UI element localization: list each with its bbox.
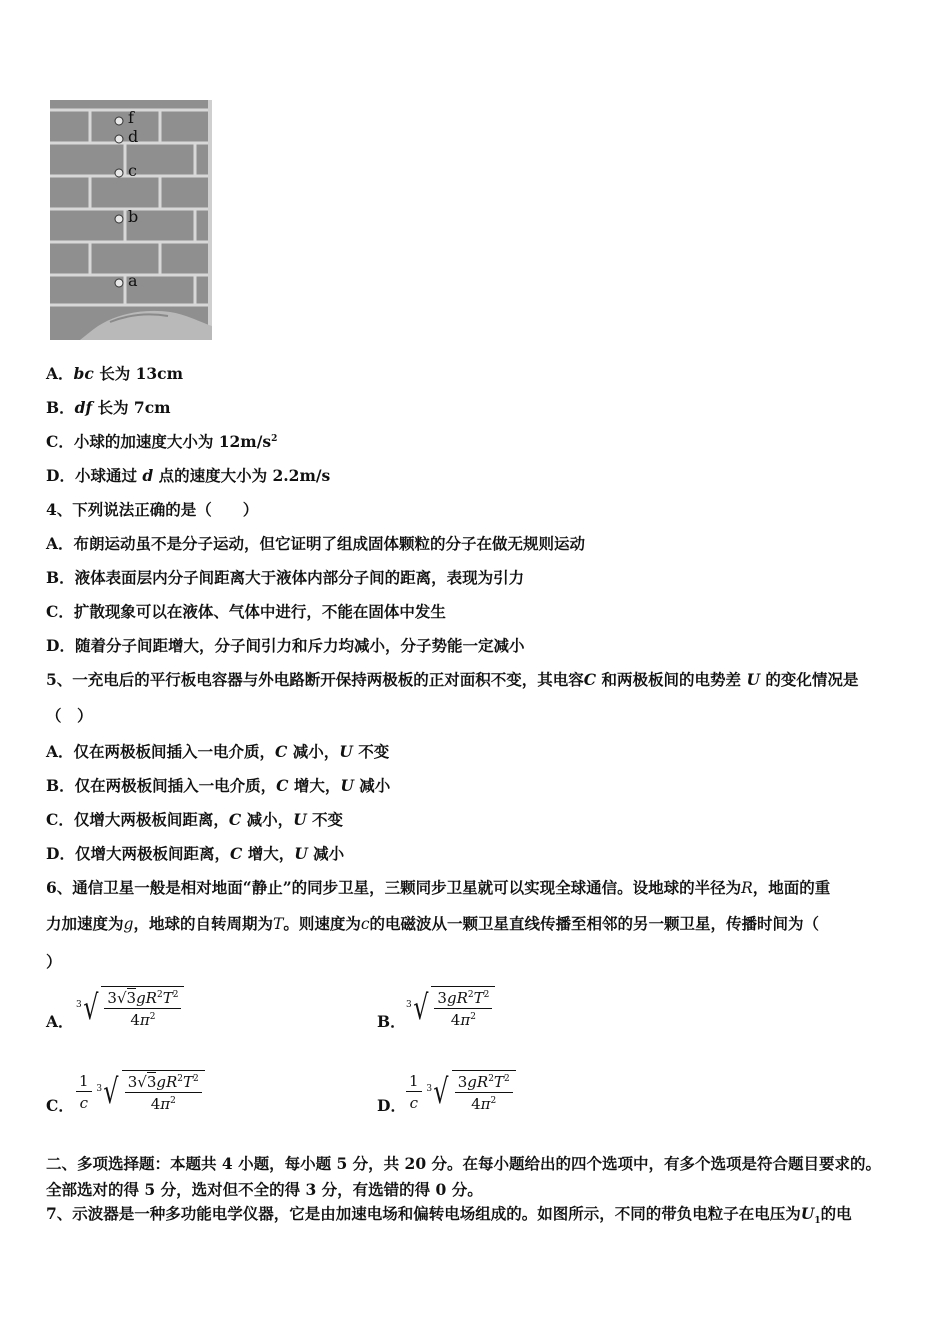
q5-option-b: [46, 774, 390, 796]
stem-text: 6、通信卫星一般是相对地面“静止”的同步卫星，三颗同步卫星就可以实现全球通信。设地球的半径为: [46, 878, 742, 897]
q5-option-c: [46, 808, 343, 830]
coef: 4: [450, 1011, 461, 1029]
root-index: 3: [406, 1000, 412, 1010]
subscript: 1: [814, 1216, 821, 1227]
q6-option-a-formula: 3 √ $\frac{3√3gR^2T^2}{4\pi^2}$: [76, 986, 184, 1029]
var-df: df: [74, 398, 93, 417]
stem-text: 力加速度为: [46, 914, 124, 933]
ball-f: [115, 117, 123, 125]
option-text: C．小球的加速度大小为 12m/s: [46, 432, 272, 451]
var-c: C: [228, 810, 242, 829]
var-u: U: [340, 776, 354, 795]
exp: 2: [490, 1096, 497, 1106]
q6-option-c-label: C．: [46, 1096, 74, 1115]
stem-text: ，地面的重: [752, 878, 831, 897]
option-text: 减小，: [287, 742, 340, 761]
coef: 4: [150, 1095, 161, 1113]
var-g: g: [136, 989, 146, 1007]
var-g: g: [156, 1073, 166, 1091]
exp: 2: [467, 990, 474, 1000]
pi: π: [480, 1095, 491, 1113]
var-u: U: [293, 810, 307, 829]
label-f: f: [128, 108, 134, 127]
var-t: T: [473, 989, 484, 1007]
var-t: T: [272, 915, 284, 933]
option-text: 长为 13cm: [93, 364, 184, 383]
stem-text: 5、一充电后的平行板电容器与外电路断开保持两极板的正对面积不变，其电容: [46, 670, 584, 689]
var-u: U: [800, 1204, 815, 1223]
exp: 2: [503, 1074, 510, 1084]
q3-option-d: [46, 464, 330, 486]
exp: 2: [177, 1074, 184, 1084]
option-text: A．仅在两极板间插入一电介质，: [46, 742, 276, 761]
option-text: 不变: [306, 810, 344, 829]
coef: 3: [457, 1073, 468, 1091]
q7-stem: [46, 1202, 852, 1226]
option-text: 增大，: [242, 844, 295, 863]
q4-option-d: D．随着分子间距增大，分子间引力和斥力均减小，分子势能一定减小: [46, 636, 525, 655]
root-index: 3: [426, 1084, 433, 1094]
section2-line1: 二、多项选择题：本题共 4 小题，每小题 5 分，共 20 分。在每小题给出的四个选项中，有多个选项是符合题目要求的。: [46, 1154, 882, 1173]
ball-b: [115, 215, 123, 223]
ball-a: [115, 279, 123, 287]
q3-option-a: [46, 362, 183, 384]
option-text: 减小，: [241, 810, 294, 829]
coef: 3: [437, 989, 447, 1007]
var-g: g: [123, 915, 134, 933]
option-text: 长为 7cm: [92, 398, 171, 417]
option-text: B．仅在两极板间插入一电介质，: [46, 776, 277, 795]
option-text: 不变: [352, 742, 390, 761]
q6-stem-line3: ）: [46, 952, 62, 971]
numerator-one: 1: [76, 1072, 92, 1092]
stem-text: 的电磁波从一颗卫星直线传播至相邻的另一颗卫星，传播时间为（: [369, 914, 820, 933]
var-t: T: [493, 1073, 504, 1091]
q6-option-b-formula: 3 √ $\frac{3gR^2T^2}{4\pi^2}$: [406, 986, 495, 1029]
brick-wall-figure: [50, 100, 212, 340]
var-r: R: [741, 879, 753, 897]
sqrt-arg: 3: [126, 989, 137, 1007]
q6-option-d-label: D．: [377, 1096, 406, 1115]
var-r: R: [166, 1073, 178, 1091]
q6-option-c-formula: $\frac{1}{c}$ 3 √ $\frac{3√3gR^2T^2}{4\pi^2}$: [76, 1070, 205, 1113]
root-index: 3: [76, 1000, 82, 1010]
label-b: b: [128, 207, 139, 226]
var-c: C: [276, 776, 289, 795]
option-text: C．仅增大两极板间距离，: [46, 810, 229, 829]
exp: 2: [170, 1096, 176, 1106]
option-text: 减小: [307, 844, 345, 863]
var-c: C: [229, 844, 243, 863]
exp: 2: [149, 1012, 156, 1022]
pi: π: [160, 1095, 171, 1113]
coef: 3: [107, 989, 117, 1007]
label-a: a: [128, 271, 138, 290]
stem-text: 和两极板间的电势差: [596, 670, 747, 689]
stem-text: ，地球的自转周期为: [133, 914, 273, 933]
pi: π: [139, 1011, 150, 1029]
label-c: c: [128, 161, 137, 180]
q4-stem: 4、下列说法正确的是（ ）: [46, 500, 259, 519]
option-text: 减小: [353, 776, 391, 795]
exp: 2: [193, 1074, 199, 1084]
q4-option-a: A．布朗运动虽不是分子运动，但它证明了组成固体颗粒的分子在做无规则运动: [46, 534, 586, 553]
option-prefix: A．: [46, 364, 74, 383]
var-d: d: [142, 466, 154, 485]
var-u: U: [746, 670, 760, 689]
var-c: c: [79, 1093, 88, 1112]
var-bc: bc: [73, 364, 94, 383]
coef: 4: [130, 1011, 140, 1029]
q4-option-c: C．扩散现象可以在液体、气体中进行，不能在固体中发生: [46, 602, 446, 621]
root-index: 3: [96, 1084, 103, 1094]
exp: 2: [488, 1074, 494, 1084]
var-r: R: [476, 1073, 489, 1091]
q4-option-b: B．液体表面层内分子间距离大于液体内部分子间的距离，表现为引力: [46, 568, 525, 587]
q5-option-a: [46, 740, 389, 762]
superscript: 2: [271, 433, 278, 444]
pi: π: [460, 1011, 471, 1029]
numerator-one: 1: [406, 1072, 422, 1092]
var-t: T: [183, 1073, 194, 1091]
var-t: T: [162, 989, 173, 1007]
q3-option-c: [46, 430, 277, 452]
var-c: C: [275, 742, 288, 761]
q6-stem-line2: [46, 912, 819, 934]
option-text: D．仅增大两极板间距离，: [46, 844, 230, 863]
ball-d: [115, 135, 123, 143]
exp: 2: [470, 1012, 476, 1022]
stem-text: 的变化情况是: [759, 670, 859, 689]
var-c: C: [583, 670, 597, 689]
ball-c: [115, 169, 123, 177]
option-text: 增大，: [288, 776, 341, 795]
exp: 2: [156, 990, 163, 1000]
q5-option-d: [46, 842, 344, 864]
exp: 2: [483, 990, 490, 1000]
var-g: g: [446, 989, 457, 1007]
var-u: U: [294, 844, 308, 863]
q6-option-b-label: B．: [377, 1012, 406, 1031]
sqrt-arg: 3: [146, 1073, 157, 1091]
option-prefix: B．: [46, 398, 75, 417]
option-text: D．小球通过: [46, 466, 143, 485]
q6-stem-line1: [46, 876, 830, 898]
stem-text: 的电: [820, 1204, 852, 1223]
section2-line2: 全部选对的得 5 分，选对但不全的得 3 分，有选错的得 0 分。: [46, 1180, 483, 1199]
q5-stem-line2: （ ）: [46, 706, 93, 725]
stem-text: 7、示波器是一种多功能电学仪器，它是由加速电场和偏转电场组成的。如图所示，不同的带负电粒子在电压为: [46, 1204, 801, 1223]
var-r: R: [456, 989, 468, 1007]
option-text: 点的速度大小为 2.2m/s: [153, 466, 331, 485]
label-d: d: [128, 127, 139, 146]
q3-option-b: [46, 396, 171, 418]
var-c: c: [409, 1093, 418, 1112]
var-g: g: [467, 1073, 477, 1091]
stem-text: 。则速度为: [283, 914, 361, 933]
coef: 4: [471, 1095, 481, 1113]
exp: 2: [172, 990, 179, 1000]
var-c: c: [360, 915, 370, 933]
var-r: R: [145, 989, 157, 1007]
q5-stem: [46, 668, 858, 690]
var-u: U: [339, 742, 353, 761]
q6-option-d-formula: $\frac{1}{c}$ 3 √ $\frac{3gR^2T^2}{4\pi^2}$: [406, 1070, 516, 1113]
q6-option-a-label: A．: [46, 1012, 74, 1031]
coef: 3: [127, 1073, 138, 1091]
